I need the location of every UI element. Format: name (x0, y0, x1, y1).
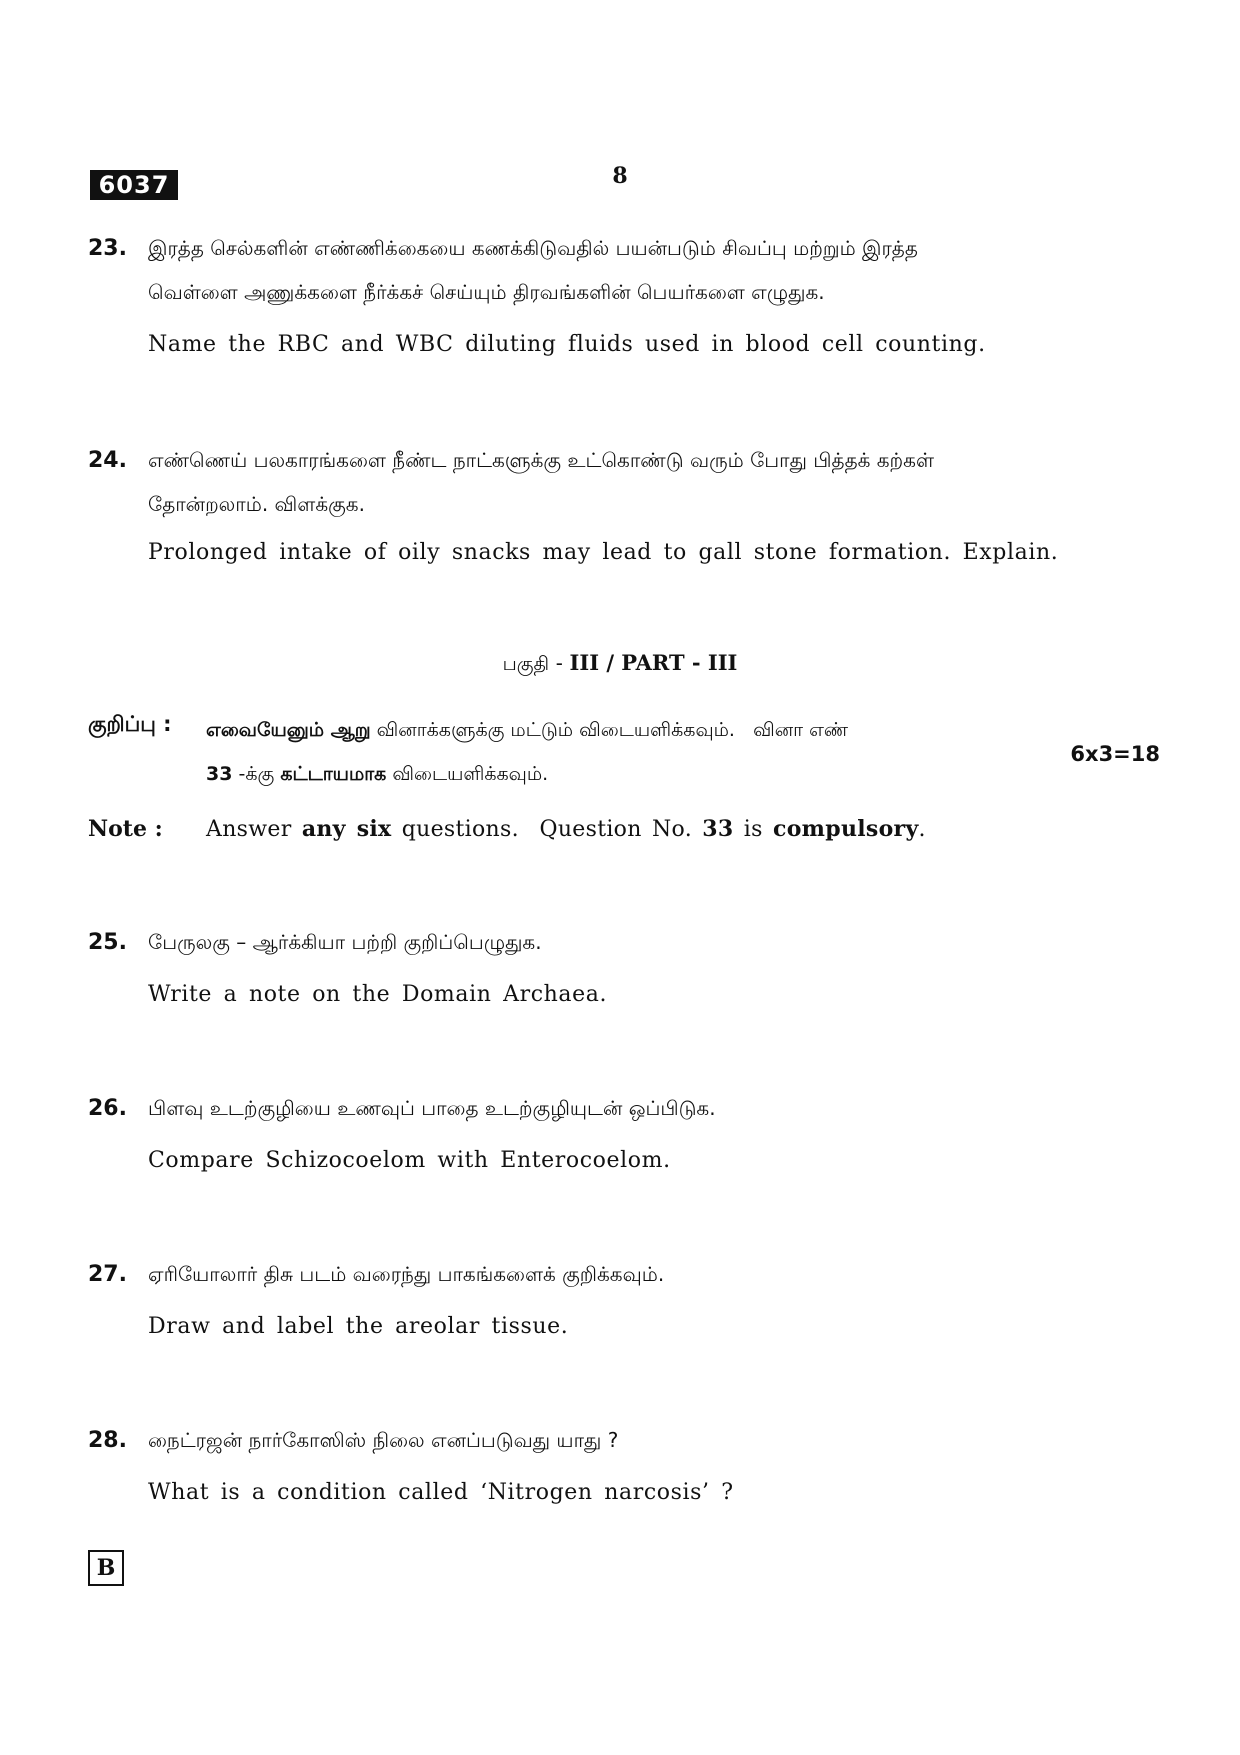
note-bold-text: 33 (702, 816, 734, 842)
part-tamil-label: பகுதி (502, 653, 550, 675)
note-english-label: Note : (88, 816, 163, 842)
question-number: 27. (88, 1262, 127, 1287)
question-english-text: Write a note on the Domain Archaea. (148, 982, 608, 1007)
note-bold-text: compulsory (773, 816, 919, 842)
question-number: 24. (88, 448, 127, 473)
page-number: 8 (612, 163, 628, 189)
question-english-text: Draw and label the areolar tissue. (148, 1314, 569, 1339)
question-number: 26. (88, 1096, 127, 1121)
note-tamil-body (206, 708, 1106, 796)
part-label: III / PART - III (569, 650, 738, 675)
tamil-line: தோன்றலாம். விளக்குக. (148, 492, 365, 516)
question-tamil-text: பேருலகு – ஆர்க்கியா பற்றி குறிப்பெழுதுக. (148, 930, 542, 954)
note-bold-text: கட்டாயமாக (280, 763, 387, 785)
note-tamil-line (206, 752, 1106, 796)
note-english-body (206, 816, 926, 842)
note-bold-text: any six (301, 816, 392, 842)
note-bold-text: 33 (206, 763, 233, 785)
question-english-text: Compare Schizocoelom with Enterocoelom. (148, 1148, 671, 1173)
note-text: . (918, 817, 926, 842)
note-text: -க்கு (232, 763, 281, 785)
tamil-line: வெள்ளை அணுக்களை நீர்க்கச் செய்யும் திரவங்களின் பெயர்களை எழுதுக. (148, 280, 825, 304)
tamil-line: எண்ணெய் பலகாரங்களை நீண்ட நாட்களுக்கு உட்கொண்டு வரும் போது பித்தக் கற்கள் (148, 448, 934, 472)
question-tamil-text: பிளவு உடற்குழியை உணவுப் பாதை உடற்குழியுடன் ஒப்பிடுக. (148, 1096, 716, 1120)
question-tamil-text (148, 226, 1108, 314)
note-text: is (733, 817, 774, 842)
series-box: B (88, 1550, 124, 1586)
question-tamil-text (148, 438, 1108, 526)
part-heading (0, 650, 1240, 678)
part-separator: - (549, 651, 570, 675)
note-tamil-line (206, 708, 1106, 752)
question-number: 23. (88, 236, 127, 261)
paper-code-badge: 6037 (90, 170, 178, 200)
note-text: வினாக்களுக்கு மட்டும் விடையளிக்கவும். வினா எண் (370, 719, 849, 741)
note-tamil-label: குறிப்பு : (88, 712, 172, 736)
note-text: questions. Question No. (391, 817, 703, 842)
question-number: 28. (88, 1428, 127, 1453)
question-english-text: Name the RBC and WBC diluting fluids used in blood cell counting. (148, 332, 986, 357)
question-tamil-text: நைட்ரஜன் நார்கோஸிஸ் நிலை எனப்படுவது யாது ? (148, 1428, 619, 1452)
question-number: 25. (88, 930, 127, 955)
note-bold-text: எவையேனும் ஆறு (206, 719, 371, 741)
question-tamil-text: ஏரியோலார் திசு படம் வரைந்து பாகங்களைக் குறிக்கவும். (148, 1262, 665, 1286)
tamil-line: இரத்த செல்களின் எண்ணிக்கையை கணக்கிடுவதில் பயன்படும் சிவப்பு மற்றும் இரத்த (148, 236, 918, 260)
note-text: விடையளிக்கவும். (386, 763, 549, 785)
marks-allocation: 6x3=18 (1070, 742, 1160, 766)
question-english-text: What is a condition called ‘Nitrogen narcosis’ ? (148, 1480, 734, 1505)
note-text: Answer (206, 817, 302, 842)
question-english-text: Prolonged intake of oily snacks may lead to gall stone formation. Explain. (148, 540, 1059, 565)
